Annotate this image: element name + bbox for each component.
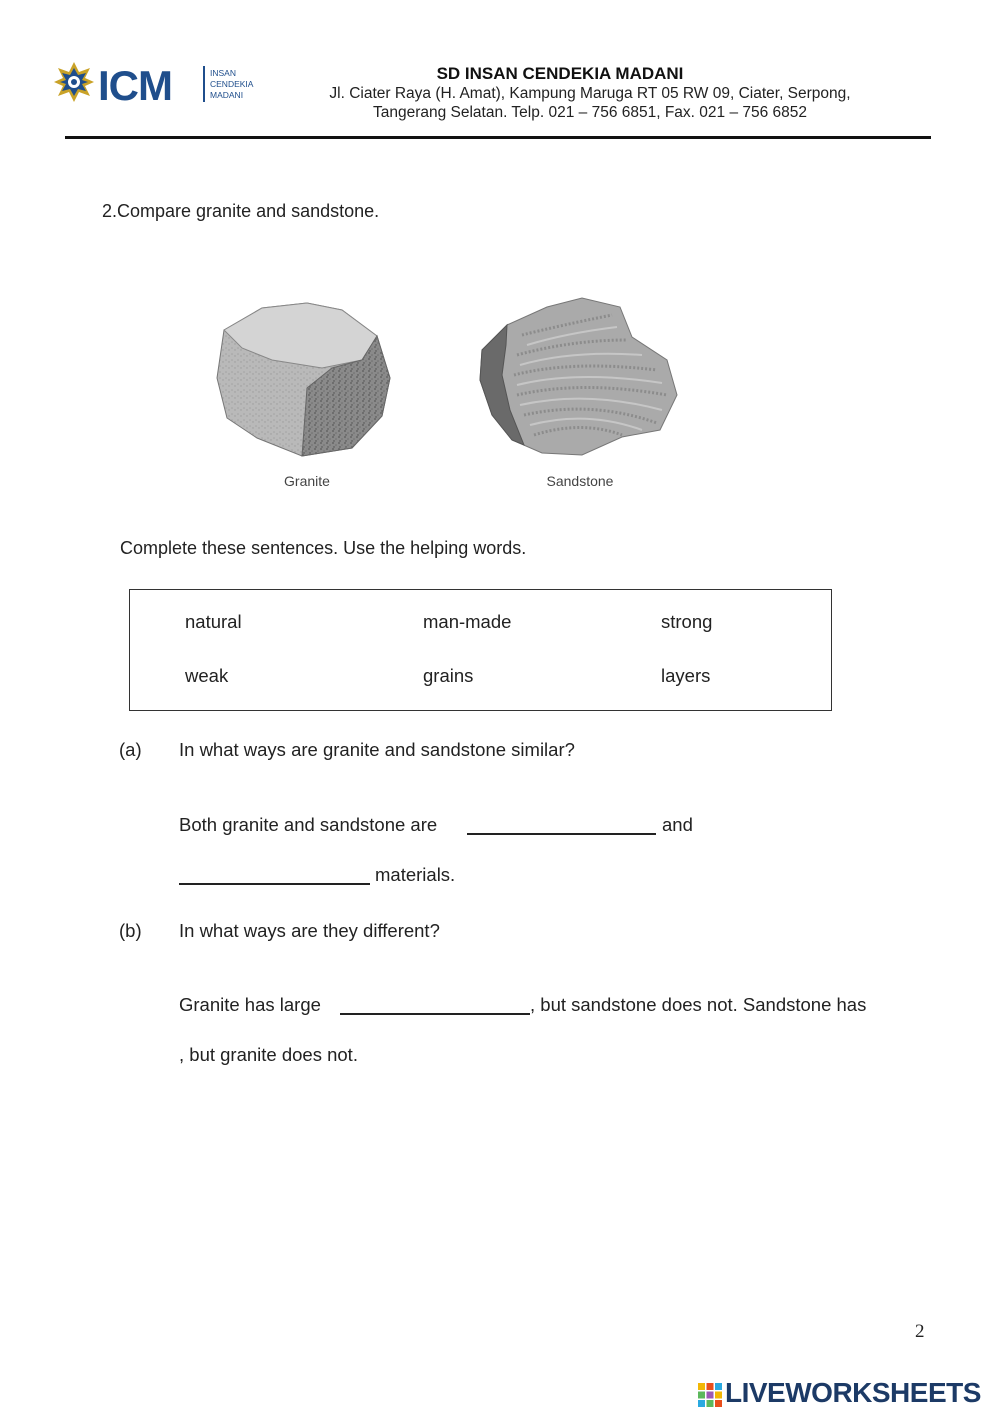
logo-subtitle <box>210 68 253 101</box>
answer-blank[interactable] <box>179 883 370 885</box>
logo-subtitle-line: CENDEKIA <box>210 79 254 89</box>
part-a-sentence-and: and <box>662 814 693 835</box>
answer-blank[interactable] <box>340 1013 530 1015</box>
part-a-question: In what ways are granite and sandstone similar? <box>179 739 575 760</box>
logo-divider <box>203 66 205 102</box>
part-a-label: (a) <box>119 739 142 760</box>
header-divider <box>65 136 931 139</box>
sandstone-label: Sandstone <box>546 473 614 489</box>
part-a-sentence-end: materials. <box>375 864 456 885</box>
granite-label: Granite <box>284 473 330 489</box>
part-b-sentence-start: Granite has large <box>179 994 321 1015</box>
liveworksheets-logo-icon <box>697 1382 723 1408</box>
part-b-label: (b) <box>119 920 142 941</box>
instruction-text: Complete these sentences. Use the helping words. <box>120 538 527 558</box>
granite-rock-image <box>212 298 397 463</box>
school-name: SD INSAN CENDEKIA MADANI <box>436 64 684 83</box>
helping-word: weak <box>185 665 229 686</box>
school-address-line1: Jl. Ciater Raya (H. Amat), Kampung Maruga RT 05 RW 09, Ciater, Serpong, <box>329 85 851 102</box>
helping-word: natural <box>185 611 242 632</box>
sandstone-rock-image <box>472 295 682 460</box>
question-title: 2.Compare granite and sandstone. <box>102 201 380 221</box>
helping-word: grains <box>423 665 474 686</box>
part-a-sentence-start: Both granite and sandstone are <box>179 814 438 835</box>
school-address-line2: Tangerang Selatan. Telp. 021 – 756 6851, Fax. 021 – 756 6852 <box>372 104 808 121</box>
answer-blank[interactable] <box>467 833 656 835</box>
star-emblem-icon <box>52 60 96 104</box>
school-logo <box>52 60 262 108</box>
helping-word: man-made <box>423 611 512 632</box>
helping-word: strong <box>661 611 713 632</box>
part-b-question: In what ways are they different? <box>179 920 440 941</box>
logo-text: ICM <box>98 62 172 109</box>
page-number: 2 <box>915 1321 925 1342</box>
liveworksheets-text: LIVEWORKSHEETS <box>725 1377 981 1408</box>
part-b-sentence-end: , but granite does not. <box>179 1044 358 1065</box>
part-b-sentence-mid: , but sandstone does not. Sandstone has <box>530 994 867 1015</box>
logo-subtitle-line: INSAN <box>210 68 236 78</box>
logo-subtitle-line: MADANI <box>210 90 244 100</box>
helping-word: layers <box>661 665 711 686</box>
helping-words-box <box>129 589 832 711</box>
liveworksheets-watermark <box>697 1377 997 1411</box>
